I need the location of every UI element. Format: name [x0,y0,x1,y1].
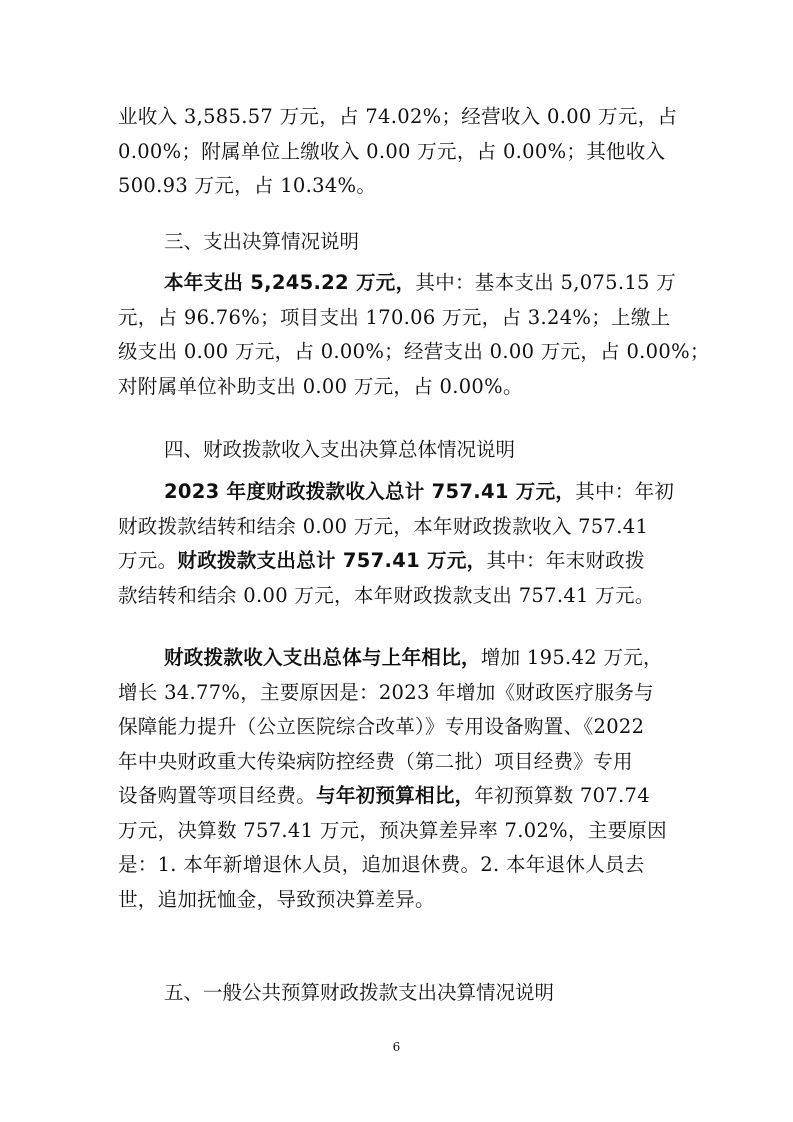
text-line: 业收入 3,585.57 万元，占 74.02%；经营收入 0.00 万元，占 [118,105,678,128]
text-line: 0.00%；附属单位上缴收入 0.00 万元，占 0.00%；其他收入 [118,139,666,163]
text-line: 500.93 万元，占 10.34%。 [118,174,377,197]
text-line [118,544,680,579]
text-line: 年中央财政重大传染病防控经费（第二批）项目经费》专用 [118,749,633,773]
text-line [118,779,680,814]
text-span: 增加 195.42 万元， [480,646,663,669]
section-heading-fiscal-overall: 四、财政拨款收入支出决算总体情况说明 [164,438,516,461]
bold-lead: 本年支出 5,245.22 万元， [164,271,416,294]
text-line [118,641,680,676]
bold-lead: 财政拨款支出总计 757.41 万元， [177,549,487,572]
text-span: 其中：年末财政拨 [486,549,645,572]
text-line: 是：1. 本年新增退休人员，追加退休费。2. 本年退休人员去 [118,853,645,876]
bold-lead: 与年初预算相比， [316,784,475,807]
text-span: 其中：基本支出 5,075.15 万 [415,271,677,294]
page-number: 6 [392,1040,401,1054]
text-line: 款结转和结余 0.00 万元，本年财政拨款支出 757.41 万元。 [118,583,655,607]
text-line: 对附属单位补助支出 0.00 万元，占 0.00%。 [118,374,523,398]
expenditure-paragraph [118,266,710,404]
text-span: 万元。 [118,549,178,572]
income-paragraph-continued [118,100,680,204]
section-heading-general-budget: 五、一般公共预算财政拨款支出决算情况说明 [164,981,555,1004]
text-span: 其中：年初 [575,480,675,503]
text-line: 财政拨款结转和结余 0.00 万元，本年财政拨款收入 757.41 [118,514,649,538]
text-span: 年初预算数 707.74 [474,784,650,807]
section-heading-expenditure: 三、支出决算情况说明 [164,230,360,253]
bold-lead: 财政拨款收入支出总体与上年相比， [164,646,481,669]
text-span: 设备购置等项目经费。 [118,784,317,807]
text-line [118,266,680,301]
fiscal-overall-paragraph [118,475,680,613]
text-line: 元，占 96.76%；项目支出 170.06 万元，占 3.24%；上缴上 [118,305,671,329]
text-line: 世，追加抚恤金，导致预决算差异。 [118,887,435,911]
text-line [118,475,680,510]
text-line: 级支出 0.00 万元，占 0.00%；经营支出 0.00 万元，占 0.00%； [118,340,710,363]
text-line: 保障能力提升（公立医院综合改革）》专用设备购置、《2022 [118,715,645,738]
text-line: 万元，决算数 757.41 万元，预决算差异率 7.02%，主要原因 [118,818,667,842]
comparison-paragraph [118,641,680,917]
bold-lead: 2023 年度财政拨款收入总计 757.41 万元， [164,480,576,503]
text-line: 增长 34.77%，主要原因是：2023 年增加《财政医疗服务与 [118,680,654,704]
